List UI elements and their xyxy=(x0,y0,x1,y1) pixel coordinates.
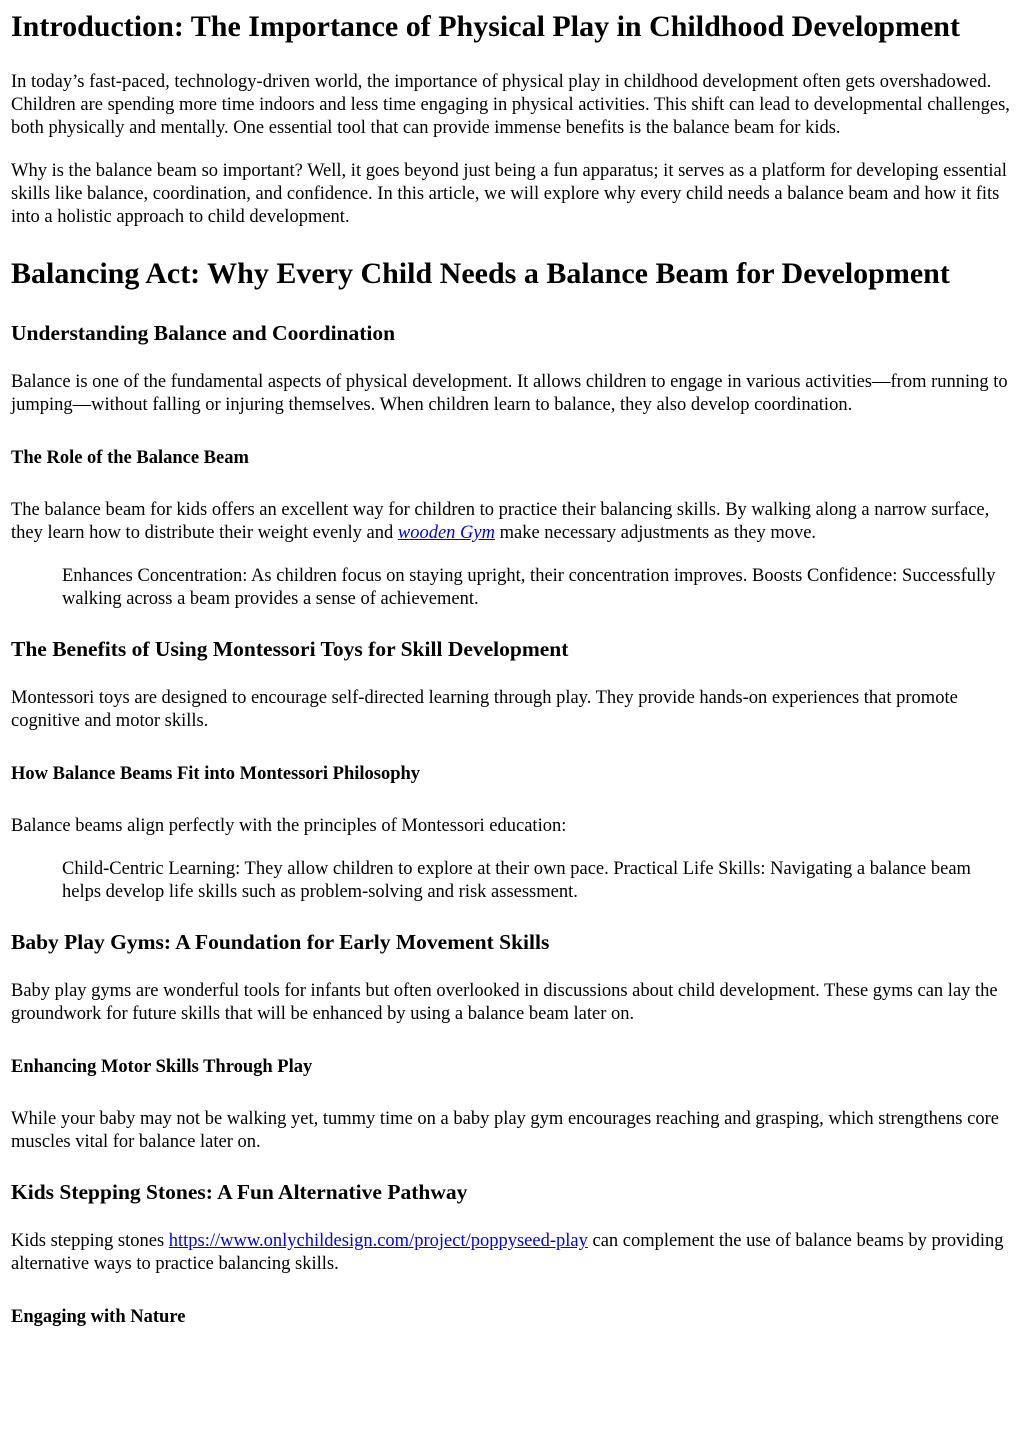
onlychildesign-link[interactable]: https://www.onlychildesign.com/project/poppyseed-play xyxy=(168,1230,588,1251)
fit-quote: Child-Centric Learning: They allow children to explore at their own pace. Practical Life Skills: Navigating a balance beam helps develop life skills such as problem-solving and risk assessment. xyxy=(62,858,971,902)
intro-paragraph-2: Why is the balance beam so important? Well, it goes beyond just being a fun apparatus; it serves as a platform for developing essential skills like balance, coordination, and confidence. In this article, we will explore why every child needs a balance beam and how it fits into a holistic approach to child development. xyxy=(11,160,1007,227)
stones-heading: Kids Stepping Stones: A Fun Alternative Pathway xyxy=(11,1179,468,1204)
role-text-after: make necessary adjustments as they move. xyxy=(494,522,817,543)
role-heading: The Role of the Balance Beam xyxy=(11,447,249,468)
motor-heading: Enhancing Motor Skills Through Play xyxy=(11,1056,313,1077)
role-paragraph xyxy=(11,499,1013,545)
main-heading: Balancing Act: Why Every Child Needs a Balance Beam for Development xyxy=(11,256,950,290)
stones-text-before: Kids stepping stones xyxy=(11,1230,169,1251)
role-text-before: The balance beam for kids offers an excellent way for children to practice their balancing skills. By walking along a narrow surface, they learn how to distribute their weight evenly and xyxy=(11,499,990,543)
motor-paragraph: While your baby may not be walking yet, tummy time on a baby play gym encourages reaching and grasping, which strengthens core muscles vital for balance later on. xyxy=(11,1108,999,1152)
fit-heading: How Balance Beams Fit into Montessori Philosophy xyxy=(11,763,421,784)
nature-heading: Engaging with Nature xyxy=(11,1306,186,1327)
stones-paragraph xyxy=(11,1230,1013,1276)
role-quote: Enhances Concentration: As children focus on staying upright, their concentration improves. Boosts Confidence: Successfully walking across a beam provides a sense of achievement. xyxy=(62,565,996,609)
gyms-paragraph: Baby play gyms are wonderful tools for infants but often overlooked in discussions about child development. These gyms can lay the groundwork for future skills that will be enhanced by using a balance beam later on. xyxy=(11,980,998,1024)
montessori-heading: The Benefits of Using Montessori Toys for Skill Development xyxy=(11,636,569,661)
intro-paragraph-1: In today’s fast-paced, technology-driven world, the importance of physical play in childhood development often gets overshadowed. Children are spending more time indoors and less time engaging in physical activities. This shift can lead to developmental challenges, both physically and mentally. One essential tool that can provide immense benefits is the balance beam for kids. xyxy=(11,71,1010,138)
montessori-paragraph: Montessori toys are designed to encourage self-directed learning through play. They provide hands-on experiences that promote cognitive and motor skills. xyxy=(11,687,958,731)
gyms-heading: Baby Play Gyms: A Foundation for Early Movement Skills xyxy=(11,929,550,954)
intro-heading: Introduction: The Importance of Physical Play in Childhood Development xyxy=(11,10,960,43)
stones-text-after: can complement the use of balance beams by providing alternative ways to practice balancing skills. xyxy=(11,1230,1004,1274)
understanding-paragraph: Balance is one of the fundamental aspects of physical development. It allows children to engage in various activities—from running to jumping—without falling or injuring themselves. When children learn to balance, they also develop coordination. xyxy=(11,371,1008,415)
wooden-gym-link[interactable]: wooden Gym xyxy=(397,522,495,543)
understanding-heading: Understanding Balance and Coordination xyxy=(11,321,396,345)
article xyxy=(0,10,1024,1328)
fit-paragraph: Balance beams align perfectly with the principles of Montessori education: xyxy=(11,815,567,836)
